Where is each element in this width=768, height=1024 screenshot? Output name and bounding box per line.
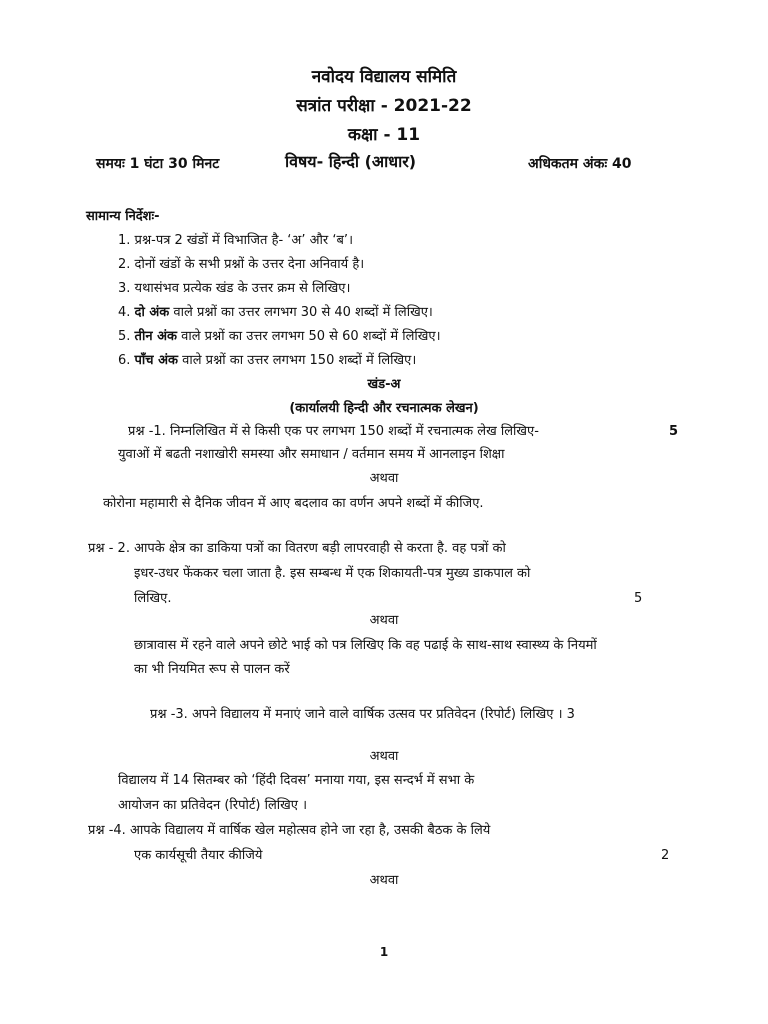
question-2: प्रश्न - 2. आपके क्षेत्र का डाकिया पत्रों का वितरण बड़ी लापरवाही से करता है. वह पत्रों को <box>88 541 506 556</box>
exam-title: सत्रांत परीक्षा - 2021-22 <box>296 96 472 116</box>
section-subtitle: (कार्यालयी हिन्दी और रचनात्मक लेखन) <box>289 401 479 416</box>
instruction-item: 5. तीन अंक वाले प्रश्नों का उत्तर लगभग 50 से 60 शब्दों में लिखिए। <box>118 329 441 344</box>
exam-time: समयः 1 घंटा 30 मिनट <box>96 156 220 172</box>
section-title: खंड-अ <box>367 377 401 392</box>
instruction-item: 6. पाँच अंक वाले प्रश्नों का उत्तर लगभग 150 शब्दों में लिखिए। <box>118 353 417 368</box>
class-title: कक्षा - 11 <box>347 125 421 145</box>
instruction-item: 4. दो अंक वाले प्रश्नों का उत्तर लगभग 30 से 40 शब्दों में लिखिए। <box>118 305 433 320</box>
question-1-alt: कोरोना महामारी से दैनिक जीवन में आए बदलाव का वर्णन अपने शब्दों में कीजिए. <box>103 496 484 511</box>
question-2-alt-line2: का भी नियमित रूप से पालन करें <box>134 662 290 677</box>
instruction-item: 2. दोनों खंडों के सभी प्रश्नों के उत्तर देना अनिवार्य है। <box>118 257 365 272</box>
max-marks: अधिकतम अंकः 40 <box>528 156 632 172</box>
instructions-title: सामान्य निर्देशः- <box>86 209 160 224</box>
org-title: नवोदय विद्यालय समिति <box>311 67 457 87</box>
question-1: प्रश्न -1. निम्नलिखित में से किसी एक पर लगभग 150 शब्दों में रचनात्मक लेख लिखिए- <box>128 424 539 439</box>
instruction-item: 3. यथासंभव प्रत्येक खंड के उत्तर क्रम से लिखिए। <box>118 281 351 296</box>
question-2-or: अथवा <box>369 613 399 628</box>
page-number: 1 <box>379 945 389 959</box>
question-3-alt-line2: आयोजन का प्रतिवेदन (रिपोर्ट) लिखिए । <box>118 798 308 813</box>
question-4-marks: 2 <box>661 848 670 863</box>
question-4-line2: एक कार्यसूची तैयार कीजिये <box>134 848 263 863</box>
question-1-or: अथवा <box>369 471 399 486</box>
question-2-line3: लिखिए. <box>134 591 172 606</box>
question-1-topics: युवाओं में बढती नशाखोरी समस्या और समाधान / वर्तमान समय में आनलाइन शिक्षा <box>118 447 505 462</box>
instruction-item: 1. प्रश्न-पत्र 2 खंडों में विभाजित है- ‘अ’ और ‘ब’। <box>118 233 353 248</box>
question-3-or: अथवा <box>369 749 399 764</box>
question-4: प्रश्न -4. आपके विद्यालय में वार्षिक खेल महोत्सव होने जा रहा है, उसकी बैठक के लिये <box>88 823 491 838</box>
question-2-line2: इधर-उधर फेंककर चला जाता है. इस सम्बन्ध में एक शिकायती-पत्र मुख्य डाकपाल को <box>134 566 531 581</box>
question-1-marks: 5 <box>669 424 679 439</box>
question-3: प्रश्न -3. अपने विद्यालय में मनाएं जाने वाले वार्षिक उत्सव पर प्रतिवेदन (रिपोर्ट) लिखिए । 3 <box>150 707 575 722</box>
exam-subject: विषय- हिन्दी (आधार) <box>285 152 417 171</box>
question-3-alt: विद्यालय में 14 सितम्बर को ‘हिंदी दिवस’ मनाया गया, इस सन्दर्भ में सभा के <box>118 773 475 788</box>
question-2-marks: 5 <box>634 591 643 606</box>
question-2-alt: छात्रावास में रहने वाले अपने छोटे भाई को पत्र लिखिए कि वह पढाई के साथ-साथ स्वास्थ्य के नियमों <box>134 638 597 653</box>
question-4-or: अथवा <box>369 873 399 888</box>
